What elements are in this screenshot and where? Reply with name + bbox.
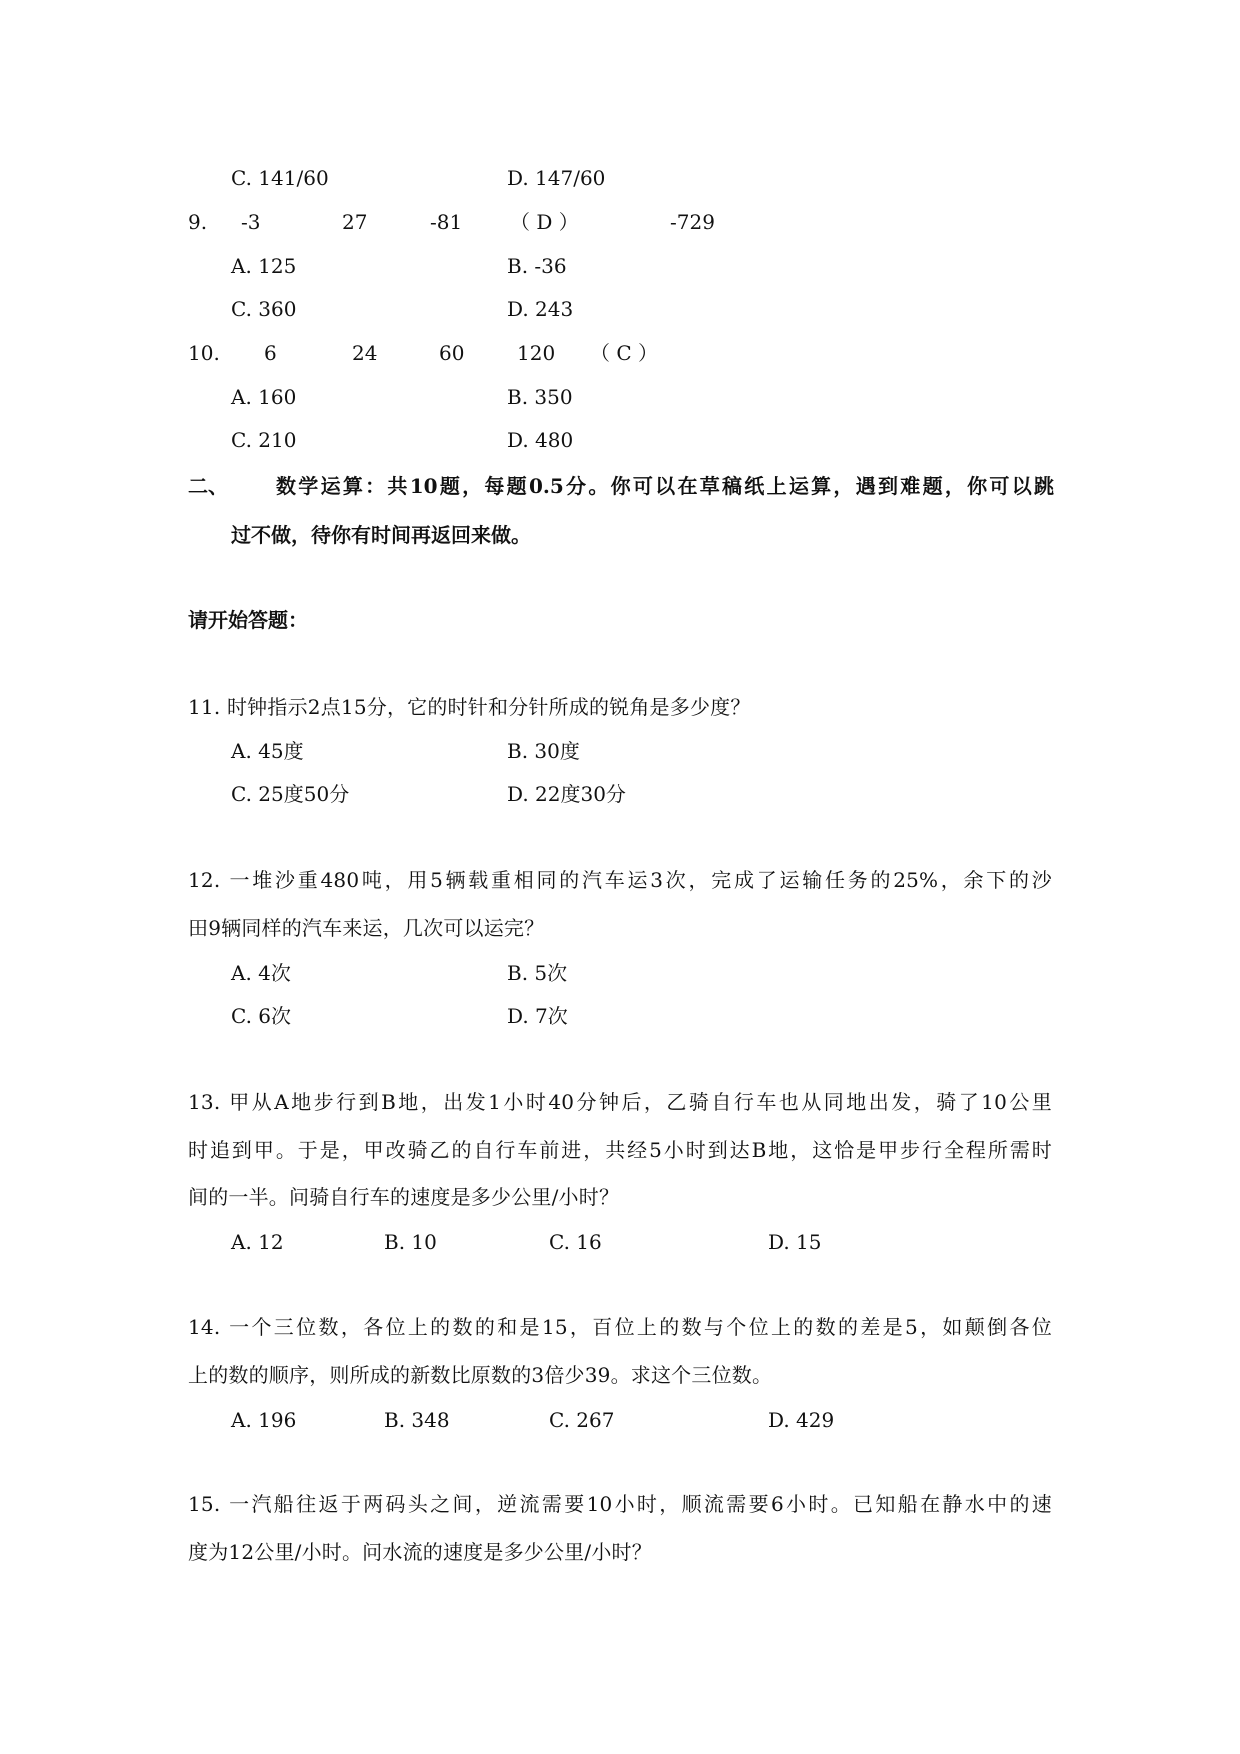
q9-seq-5: -729 <box>670 210 715 234</box>
q15-stem-line-1: 15. 一汽船往返于两码头之间，逆流需要10小时，顺流需要6小时。已知船在静水中的速 <box>188 1492 1052 1516</box>
q9-seq-3: -81 <box>430 210 463 234</box>
q11-stem: 11. 时钟指示2点15分，它的时针和分针所成的锐角是多少度？ <box>188 695 751 719</box>
q12-option-b: B. 5次 <box>507 961 568 985</box>
q14-option-d: D. 429 <box>768 1408 835 1432</box>
q9-seq-1: -3 <box>241 210 261 234</box>
q13-option-d: D. 15 <box>768 1230 822 1254</box>
q9-option-c: C. 360 <box>231 297 297 321</box>
q13-stem-line-3: 间的一半。问骑自行车的速度是多少公里/小时？ <box>188 1185 620 1209</box>
q14-option-c: C. 267 <box>549 1408 615 1432</box>
q14-option-b: B. 348 <box>384 1408 450 1432</box>
q10-seq-4: 120 <box>517 341 556 365</box>
q13-option-a: A. 12 <box>231 1230 284 1254</box>
q9-option-d: D. 243 <box>507 297 574 321</box>
q10-number: 10. <box>188 341 220 365</box>
section-2-instructions-line-1: 数学运算：共10题，每题0.5分。你可以在草稿纸上运算，遇到难题，你可以跳 <box>276 474 1054 498</box>
q8-option-d: D. 147/60 <box>507 166 606 190</box>
q13-option-b: B. 10 <box>384 1230 437 1254</box>
q12-stem-line-1: 12. 一堆沙重480吨，用5辆载重相同的汽车运3次，完成了运输任务的25%，余下的沙 <box>188 868 1052 892</box>
q14-stem-line-1: 14. 一个三位数，各位上的数的和是15，百位上的数与个位上的数的差是5，如颠倒各位 <box>188 1315 1052 1339</box>
q9-number: 9. <box>188 210 208 234</box>
q12-stem-line-2: 田9辆同样的汽车来运，几次可以运完？ <box>188 916 545 940</box>
q12-option-c: C. 6次 <box>231 1004 292 1028</box>
q11-option-a: A. 45度 <box>231 739 304 763</box>
q10-option-b: B. 350 <box>507 385 573 409</box>
section-2-instructions-line-2: 过不做，待你有时间再返回来做。 <box>231 523 531 547</box>
q14-option-a: A. 196 <box>231 1408 297 1432</box>
q8-option-c: C. 141/60 <box>231 166 329 190</box>
q10-option-d: D. 480 <box>507 428 574 452</box>
section-2-label: 二、 <box>188 474 228 498</box>
start-prompt: 请开始答题： <box>188 608 308 632</box>
q9-seq-2: 27 <box>342 210 368 234</box>
q10-option-a: A. 160 <box>231 385 297 409</box>
q13-stem-line-1: 13. 甲从A地步行到B地，出发1小时40分钟后，乙骑自行车也从同地出发，骑了10公里 <box>188 1090 1052 1114</box>
q11-option-d: D. 22度30分 <box>507 782 626 806</box>
q10-seq-2: 24 <box>352 341 378 365</box>
q13-stem-line-2: 时追到甲。于是，甲改骑乙的自行车前进，共经5小时到达B地，这恰是甲步行全程所需时 <box>188 1138 1052 1162</box>
q12-option-d: D. 7次 <box>507 1004 568 1028</box>
q12-option-a: A. 4次 <box>231 961 291 985</box>
q10-option-c: C. 210 <box>231 428 297 452</box>
q9-option-b: B. -36 <box>507 254 567 278</box>
q11-option-b: B. 30度 <box>507 739 580 763</box>
q10-seq-3: 60 <box>439 341 465 365</box>
q13-option-c: C. 16 <box>549 1230 602 1254</box>
q11-option-c: C. 25度50分 <box>231 782 350 806</box>
q15-stem-line-2: 度为12公里/小时。问水流的速度是多少公里/小时？ <box>188 1540 652 1564</box>
q14-stem-line-2: 上的数的顺序，则所成的新数比原数的3倍少39。求这个三位数。 <box>188 1363 773 1387</box>
q9-option-a: A. 125 <box>231 254 297 278</box>
q9-answer: （ D ） <box>510 210 579 234</box>
q10-answer: （ C ） <box>590 341 659 365</box>
q10-seq-1: 6 <box>264 341 277 365</box>
